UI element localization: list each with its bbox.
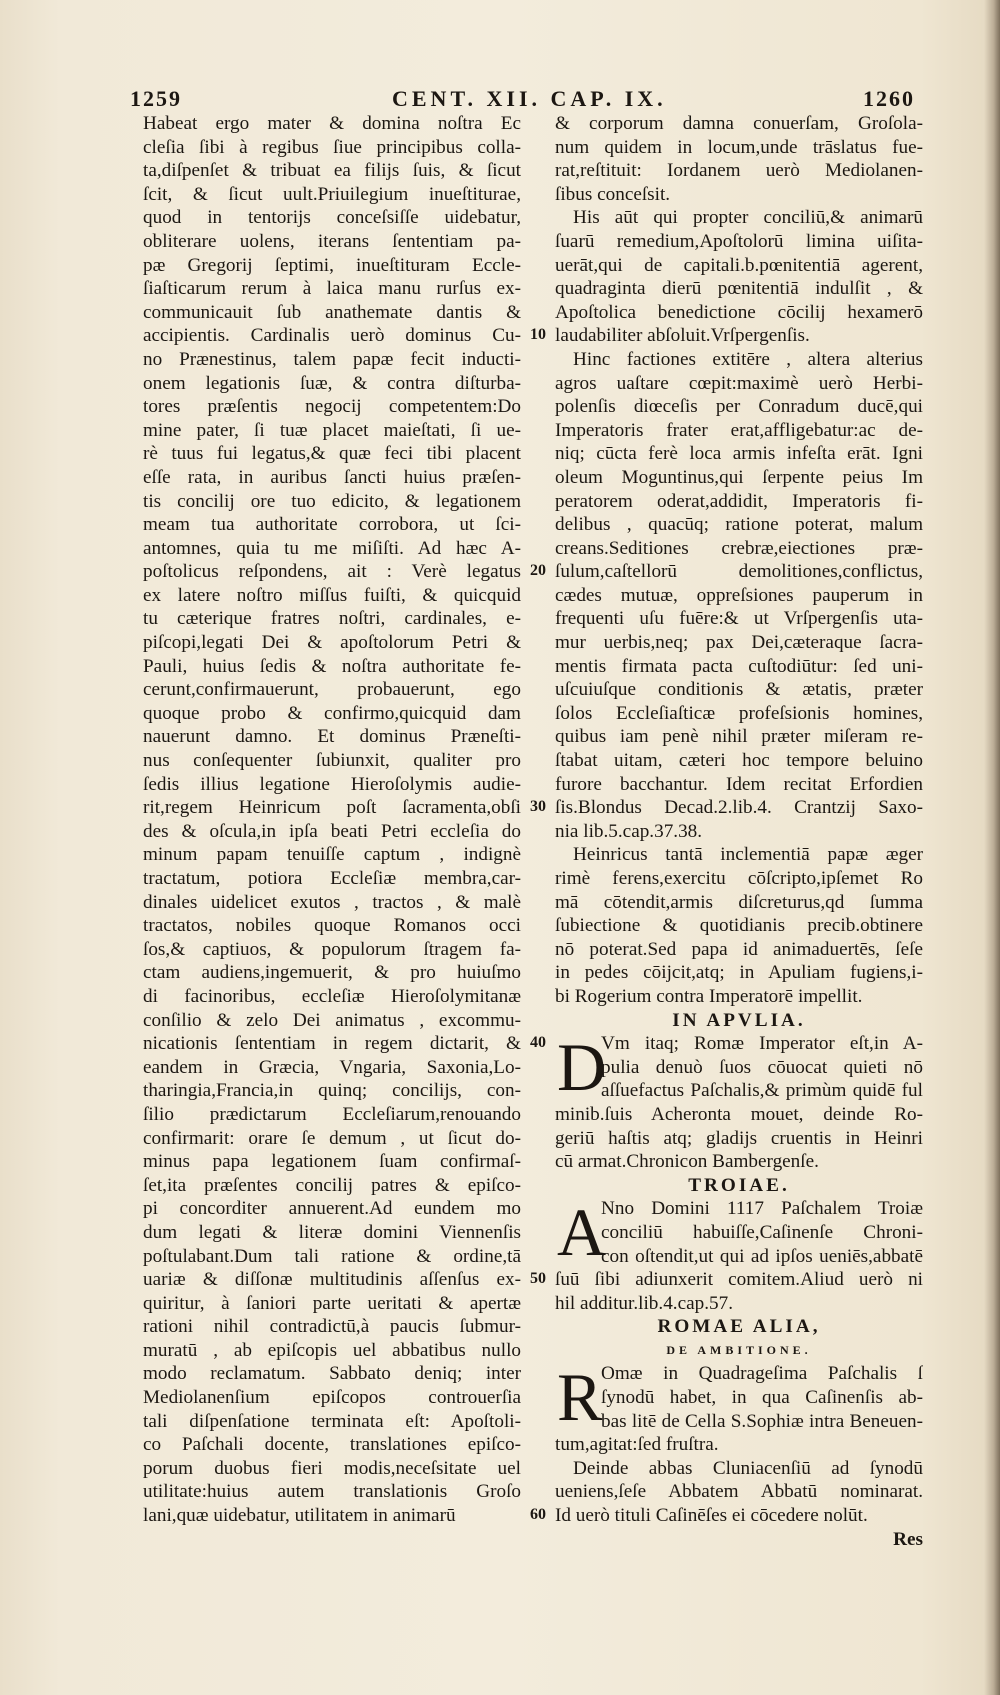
text-line: aſſuefactus Paſchalis,& primùm quidē ful [601,1080,923,1102]
text-line: ſtabat uitam, cæteri hoc tempore beluino [555,750,923,772]
section-romae [555,1359,923,1456]
text-line: Hinc factiones extitēre , altera alterius [573,348,923,370]
text-line: porum duobus fieri modis,neceſsitate uel [143,1457,521,1479]
text-line: quoque probo & confirmo,quicquid dam [143,702,521,724]
text-line: agros uaſtare cœpit:maximè uerò Herbi- [555,372,923,394]
text-line: co Paſchali docente, translationes epiſco- [143,1434,521,1456]
text-line: frequenti uſu fuēre:& ut Vrſpergenſis uta- [555,608,923,630]
text-line: peratorem oderat,addidit, Imperatoris fi- [555,490,923,512]
text-line: Nno Domini 1117 Paſchalem Troiæ [601,1198,923,1220]
text-line: mā cōtendit,armis diſcreturus,qd ſumma [555,891,923,913]
text-line: meam tua authoritate corrobora, ut ſci- [143,514,521,536]
text-line: uſcuiuſque conditionis & ætatis, præter [555,679,923,701]
drop-cap-d: D [557,1029,607,1106]
section-troiae [555,1194,923,1315]
text-line: ex latere noſtro miſſus fuiſti, & quicquid [143,584,521,606]
text-line: Apoſtolica benedictione cōcilij hexamerō [555,301,923,323]
drop-cap-r: R [557,1359,603,1436]
text-line: hil additur.lib.4.cap.57. [555,1292,733,1314]
text-line: tum,agitat:ſed fruſtra. [555,1434,719,1456]
text-line: poſtulabant.Dum tali ratione & ordine,tā [143,1245,521,1267]
text-line: quadraginta dierū pœnitentiā indulſit , & [555,278,923,300]
page-edge-shadow [984,0,1000,1695]
text-line: eſſe rata, in auribus ſancti huius præſen- [143,466,521,488]
text-line: quiritur, à ſaniori parte ueritati & apertæ [143,1292,521,1314]
text-line: ſulum,caſtellorū demolitiones,conflictus, [555,561,923,583]
text-line: ſolos Eccleſiaſticæ profeſsionis homines, [555,702,923,724]
text-line: Heinricus tantā inclementiā papæ æger [573,844,923,866]
text-line: ſet,ita præſentes concilij patres & epiſco- [143,1174,521,1196]
text-line: pulia denuò ſuos cōuocat quieti nō [601,1056,923,1078]
text-line: utilitate:huius autem translationis Groſo [143,1481,521,1503]
text-line: lani,quæ uidebatur, utilitatem in animarū [143,1505,456,1527]
text-line: & corporum damna conuerſam, Groſola- [555,113,923,134]
text-line: tis concilij ore tuo edicito, & legationem [143,490,521,512]
text-line: ſuarū remedium,Apoſtolorū limina uiſita- [555,230,923,252]
text-line: cū armat.Chronicon Bambergenſe. [555,1151,819,1173]
text-line: ſynodū habet, in qua Caſinenſis ab- [601,1387,923,1409]
text-line: modo reclamatum. Sabbato deniq; inter [143,1363,521,1385]
line-number: 60 [530,1506,546,1524]
text-line: tu cæterique fratres noſtri, cardinales, e- [143,608,521,630]
text-line: rat,reſtituit: Iordanem uerò Mediolanen- [555,160,923,182]
text-line: mine pater, ſi tuæ placet maieſtati, ſi ue- [143,419,521,441]
text-line: ſos,& captiuos, & populorum ſtragem fa- [143,938,521,960]
text-line: rit,regem Heinricum poſt ſacramenta,obſi [143,797,521,819]
text-line: Vm itaq; Romæ Imperator eſt,in A- [601,1033,923,1055]
paragraph-translation [555,112,923,206]
text-line: quibus iam penè nihil præter miſeram re- [555,726,923,748]
text-line: pi concorditer annuerent.Ad eundem mo [143,1198,521,1220]
text-line: ueniens,ſeſe Abbatem Abbatū nominarat. [555,1481,923,1503]
text-line: nauerunt damno. Et dominus Præneſti- [143,726,521,748]
text-line: creans.Seditiones crebræ,eiectiones præ- [555,537,923,559]
text-line: piſcopi,legati Dei & apoſtolorum Petri & [143,632,521,654]
paragraph-penance [555,206,923,348]
text-line: rationi nihil contradictū,à paucis ſubmur- [143,1316,521,1338]
running-title: CENT. XII. CAP. IX. [392,86,667,111]
text-line: mentis firmata pacta cuſtodiūtur: ſed uni- [555,655,923,677]
text-line: minus papa legationem ſuam confirmaſ- [143,1151,521,1173]
text-line: ſis.Blondus Decad.2.lib.4. Crantzij Saxo- [555,797,923,819]
text-line: nia lib.5.cap.37.38. [555,820,703,842]
text-line: obliterare uolens, iterans ſententiam pa- [143,230,521,252]
text-line: His aūt qui propter conciliū,& animarū [573,207,923,229]
text-line: ſiaſticarum rerum à laica manu rurſus ex- [143,278,521,300]
text-line: communicauit ſub anathemate dantis & [143,301,521,323]
text-line: accipientis. Cardinalis uerò dominus Cu- [143,325,521,347]
text-line: tharingia,Francia,in quinq; concilijs, con- [143,1080,521,1102]
text-line: con oſtendit,ut qui ad ipſos ueniēs,abbatē [601,1245,923,1267]
text-line: in pedes cōijcit,atq; in Apuliam fugiens,i- [555,962,923,984]
text-line: cædes mutuæ, oppreſsiones pauperum in [555,584,923,606]
text-line: rimè ferens,exercitu cōſcripto,ipſemet Ro [555,868,923,889]
text-line: Mediolanenſium epiſcopos controuerſia [143,1387,521,1409]
text-line: nō poterat.Sed papa id animaduertēs, ſeſe [555,938,923,960]
text-line: ſibus conceſsit. [555,183,671,205]
text-line: rè tuus fui legatus,& quæ feci tibi placent [143,443,521,465]
text-line: Deinde abbas Cluniacenſiū ad ſynodū [573,1457,923,1479]
text-line: quod in tentorijs conceſsiſſe uidebatur, [143,207,521,229]
catchword: Res [893,1528,923,1550]
text-line: dum legati & literæ domini Viennenſis [143,1221,521,1243]
text-line: onem legationis ſuæ, & contra diſturba- [143,372,521,394]
text-line: laudabiliter abſoluit.Vrſpergenſis. [555,325,810,347]
text-line: tractatum, potiora Eccleſiæ membra,car- [143,868,521,889]
text-line: di facinoribus, eccleſiæ Hieroſolymitanæ [143,985,521,1007]
text-line: antomnes, quia tu me miſiſti. Ad hæc A- [143,537,521,559]
text-line: confirmarit: orare ſe demum , ut ſicut do- [143,1127,521,1149]
text-line: nicationis ſententiam in regem dictarit, & [143,1033,521,1055]
section-heading-apulia: IN APVLIA. [672,1009,806,1031]
text-line: Omæ in Quadrageſima Paſchalis ſ [601,1363,923,1385]
text-line: nus conſequenter ſubiunxit, qualiter pro [143,750,521,772]
line-number: 40 [530,1034,546,1052]
drop-cap-a: A [557,1194,607,1271]
text-line: ta,diſpenſet & tribuat ea filijs ſuis, & ſicut [143,160,521,182]
text-line: tores præſentis negocij competentem:Do [143,396,521,418]
text-line: ſubiectione & quotidianis precib.obtinere [555,915,923,937]
text-line: Pauli, huius ſedis & noſtra authoritate fe- [143,655,521,677]
text-line: pæ Gregorij ſeptimi, inueſtituram Eccle- [143,254,521,276]
text-line: cleſia ſibi à regibus ſiue principibus colla- [143,136,521,158]
line-number: 20 [530,562,546,580]
text-line: minib.ſuis Acheronta mouet, deinde Ro- [555,1103,923,1125]
text-line: polenſis diœceſis per Conradum ducē,qui [555,396,923,418]
text-line: furore bacchantur. Idem recitat Erfordien [555,773,923,795]
text-line: Id uerò tituli Caſinēſes ei cōcedere nolūt. [555,1505,868,1527]
text-line: muratū , ab epiſcopis uel abbatibus nullo [143,1339,521,1361]
text-line: uerāt,qui de capitali.b.pœnitentiā agerent, [555,254,923,276]
text-line: conſilio & zelo Dei animatus , excommu- [143,1009,521,1031]
section-apulia [555,1029,923,1174]
text-line: ſcit, & ſicut uult.Priuilegium inueſtiturae, [143,183,521,205]
paragraph-cluny [555,1457,923,1528]
text-line: ſilio prædictarum Eccleſiarum,renouando [143,1103,521,1125]
text-line: geriū haſtis atq; gladijs cruentis in Heinri [555,1127,923,1149]
text-line: ſuū ſibi adiunxerit comitem.Aliud uerò ni [555,1269,923,1291]
text-line: dinales uidelicet exutos , tractos , & malè [143,891,521,913]
text-line: oleum Moguntinus,qui ſerpente peius Im [555,466,923,488]
text-line: eandem in Græcia, Vngaria, Saxonia,Lo- [143,1056,521,1078]
section-heading-troiae: TROIAE. [688,1174,790,1196]
left-column [143,112,521,1528]
paragraph-heinricus [555,843,923,1008]
text-line: niq; cūcta ferè loca armis infeſta erāt. Igni [555,443,923,465]
text-line: conciliū habuiſſe,Caſinenſe Chroni- [601,1221,923,1243]
text-line: delibus , quacūq; ratione poterat, malum [555,514,923,536]
text-line: ctam audiens,ingemuerit, & pro huiuſmo [143,962,521,984]
section-subheading-ambition: DE AMBITIONE. [666,1342,812,1357]
text-line: mur uerbis,neq; pax Dei,cæteraque ſacra- [555,632,923,654]
line-number: 30 [530,798,546,816]
text-line: cerunt,confirmauerunt, probauerunt, ego [143,679,521,701]
text-line: ſedis illius legatione Hieroſolymis audie- [143,773,521,795]
line-number: 50 [530,1270,546,1288]
text-line: Imperatoris frater erat,affligebatur:ac de- [555,419,923,441]
paragraph-factions [555,348,923,843]
section-heading-romae: ROMAE ALIA, [657,1316,821,1338]
text-line: tractatos, nobiles quoque Romanos occi [143,915,521,937]
text-line: Habeat ergo mater & domina noſtra Ec [143,113,521,134]
text-line: bas litē de Cella S.Sophiæ intra Beneuen- [601,1410,923,1432]
text-line: des & oſcula,in ipſa beati Petri eccleſia do [143,820,521,842]
line-number: 10 [530,326,546,344]
text-line: bi Rogerium contra Imperatorē impellit. [555,985,863,1007]
text-line: num quidem in locum,unde trāslatus fue- [555,136,923,158]
text-line: poſtolicus reſpondens, ait : Verè legatus [143,561,521,583]
text-line: no Prænestinus, talem papæ fecit inducti- [143,348,521,370]
page-number-left: 1259 [130,86,182,111]
text-line: tali diſpenſatione terminata eſt: Apoſtoli- [143,1410,521,1432]
text-line: uariæ & diſſonæ multitudinis aſſenſus ex- [143,1269,521,1291]
right-column [555,112,923,1551]
text-line: minum papam tenuiſſe captum , indignè [143,844,521,866]
page-number-right: 1260 [863,86,915,111]
